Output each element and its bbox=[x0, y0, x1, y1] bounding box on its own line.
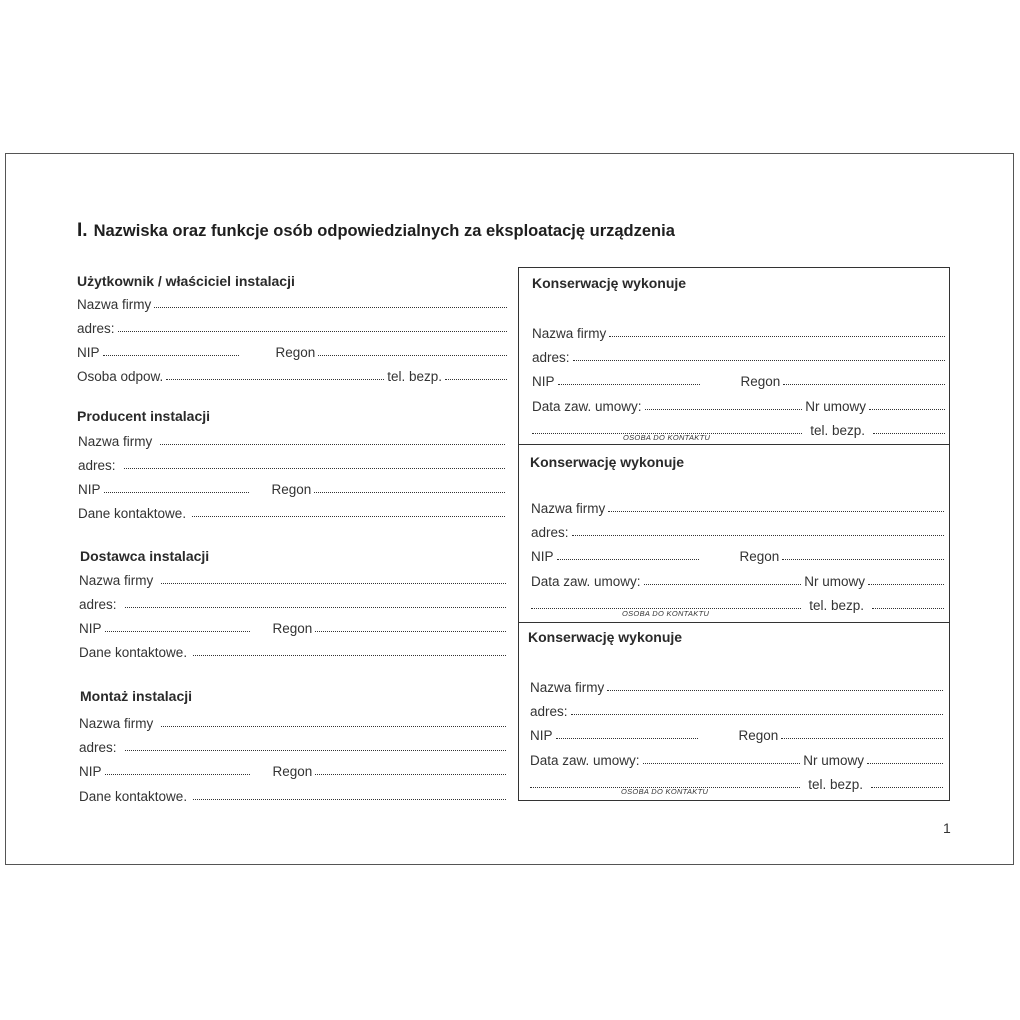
maintenance-regon-field[interactable] bbox=[783, 384, 945, 385]
producer-section-title: Producent instalacji bbox=[77, 408, 211, 424]
producer-contact-field[interactable] bbox=[192, 516, 505, 517]
user-address-row: adres: bbox=[77, 318, 507, 336]
maintenance-contract-row: Data zaw. umowy: Nr umowy bbox=[530, 750, 943, 768]
user-company-row: Nazwa firmy bbox=[77, 294, 507, 312]
maintenance-nip-regon-row: NIP Regon bbox=[531, 546, 944, 564]
maintenance-contract-date-field[interactable] bbox=[644, 584, 802, 585]
maintenance-address-row: adres: bbox=[530, 701, 943, 719]
producer-address-field[interactable] bbox=[124, 468, 505, 469]
contact-caption: OSOBA DO KONTAKTU bbox=[623, 433, 711, 442]
contact-caption: OSOBA DO KONTAKTU bbox=[621, 787, 709, 796]
supplier-company-row: Nazwa firmy bbox=[79, 570, 506, 588]
maintenance-contract-date-field[interactable] bbox=[645, 409, 803, 410]
supplier-section-title: Dostawca instalacji bbox=[80, 548, 210, 564]
supplier-address-row: adres: bbox=[79, 594, 506, 612]
maintenance-contract-no-field[interactable] bbox=[868, 584, 944, 585]
assembly-section-title: Montaż instalacji bbox=[80, 688, 193, 704]
maintenance-phone-field[interactable] bbox=[872, 608, 944, 609]
maintenance-company-row: Nazwa firmy bbox=[531, 498, 944, 516]
assembly-address-field[interactable] bbox=[125, 750, 506, 751]
section-heading: Nazwiska oraz funkcje osób odpowiedzialnych za eksploatację urządzenia bbox=[93, 222, 675, 240]
assembly-company-row: Nazwa firmy bbox=[79, 713, 506, 731]
assembly-contact-row: Dane kontaktowe. bbox=[79, 786, 506, 804]
maintenance-company-field[interactable] bbox=[607, 690, 943, 691]
maintenance-address-row: adres: bbox=[532, 347, 945, 365]
assembly-address-row: adres: bbox=[79, 737, 506, 755]
maintenance-nip-regon-row: NIP Regon bbox=[532, 371, 945, 389]
maintenance-address-field[interactable] bbox=[573, 360, 945, 361]
maintenance-address-field[interactable] bbox=[572, 535, 944, 536]
contact-caption: OSOBA DO KONTAKTU bbox=[622, 609, 710, 618]
maintenance-nip-regon-row: NIP Regon bbox=[530, 725, 943, 743]
maintenance-contract-date-field[interactable] bbox=[643, 763, 801, 764]
assembly-regon-field[interactable] bbox=[315, 774, 506, 775]
maintenance-contract-no-field[interactable] bbox=[869, 409, 945, 410]
supplier-address-field[interactable] bbox=[125, 607, 506, 608]
maintenance-nip-field[interactable] bbox=[557, 559, 699, 560]
supplier-regon-field[interactable] bbox=[315, 631, 506, 632]
supplier-contact-field[interactable] bbox=[193, 655, 506, 656]
maintenance-title: Konserwację wykonuje bbox=[530, 454, 685, 470]
form-page bbox=[5, 153, 1014, 865]
maintenance-address-row: adres: bbox=[531, 522, 944, 540]
maintenance-phone-field[interactable] bbox=[871, 787, 943, 788]
user-nip-regon-row: NIP Regon bbox=[77, 342, 507, 360]
maintenance-contact-row: tel. bezp. bbox=[530, 774, 943, 792]
maintenance-contact-row: tel. bezp. bbox=[532, 420, 945, 438]
user-company-field[interactable] bbox=[154, 307, 507, 308]
producer-nip-field[interactable] bbox=[104, 492, 249, 493]
page-title bbox=[77, 220, 675, 242]
section-number: I. bbox=[77, 220, 88, 241]
producer-company-field[interactable] bbox=[160, 444, 505, 445]
maintenance-contract-no-field[interactable] bbox=[867, 763, 943, 764]
producer-address-row: adres: bbox=[78, 455, 505, 473]
user-regon-field[interactable] bbox=[318, 355, 507, 356]
supplier-nip-field[interactable] bbox=[105, 631, 250, 632]
maintenance-nip-field[interactable] bbox=[558, 384, 700, 385]
maintenance-phone-field[interactable] bbox=[873, 433, 945, 434]
maintenance-box-3 bbox=[518, 623, 950, 801]
maintenance-title: Konserwację wykonuje bbox=[528, 629, 683, 645]
maintenance-company-field[interactable] bbox=[609, 336, 945, 337]
maintenance-contract-row: Data zaw. umowy: Nr umowy bbox=[532, 396, 945, 414]
user-nip-field[interactable] bbox=[103, 355, 239, 356]
maintenance-regon-field[interactable] bbox=[782, 559, 944, 560]
user-address-field[interactable] bbox=[118, 331, 507, 332]
assembly-nip-regon-row: NIP Regon bbox=[79, 761, 506, 779]
page-number: 1 bbox=[943, 820, 951, 836]
producer-regon-field[interactable] bbox=[314, 492, 505, 493]
producer-company-row: Nazwa firmy bbox=[78, 431, 505, 449]
user-phone-field[interactable] bbox=[445, 379, 507, 380]
producer-nip-regon-row: NIP Regon bbox=[78, 479, 505, 497]
maintenance-regon-field[interactable] bbox=[781, 738, 943, 739]
maintenance-contact-row: tel. bezp. bbox=[531, 595, 944, 613]
maintenance-company-field[interactable] bbox=[608, 511, 944, 512]
maintenance-nip-field[interactable] bbox=[556, 738, 698, 739]
assembly-company-field[interactable] bbox=[161, 726, 506, 727]
maintenance-address-field[interactable] bbox=[571, 714, 943, 715]
user-person-field[interactable] bbox=[166, 379, 384, 380]
maintenance-box-2 bbox=[518, 444, 950, 623]
maintenance-contract-row: Data zaw. umowy: Nr umowy bbox=[531, 571, 944, 589]
user-section-title: Użytkownik / właściciel instalacji bbox=[77, 273, 295, 289]
producer-contact-row: Dane kontaktowe. bbox=[78, 503, 505, 521]
assembly-nip-field[interactable] bbox=[105, 774, 250, 775]
maintenance-box-1 bbox=[518, 267, 950, 445]
supplier-company-field[interactable] bbox=[161, 583, 506, 584]
supplier-contact-row: Dane kontaktowe. bbox=[79, 642, 506, 660]
maintenance-title: Konserwację wykonuje bbox=[532, 275, 687, 291]
supplier-nip-regon-row: NIP Regon bbox=[79, 618, 506, 636]
maintenance-company-row: Nazwa firmy bbox=[532, 323, 945, 341]
maintenance-company-row: Nazwa firmy bbox=[530, 677, 943, 695]
assembly-contact-field[interactable] bbox=[193, 799, 506, 800]
user-person-row: Osoba odpow. tel. bezp. bbox=[77, 366, 507, 384]
